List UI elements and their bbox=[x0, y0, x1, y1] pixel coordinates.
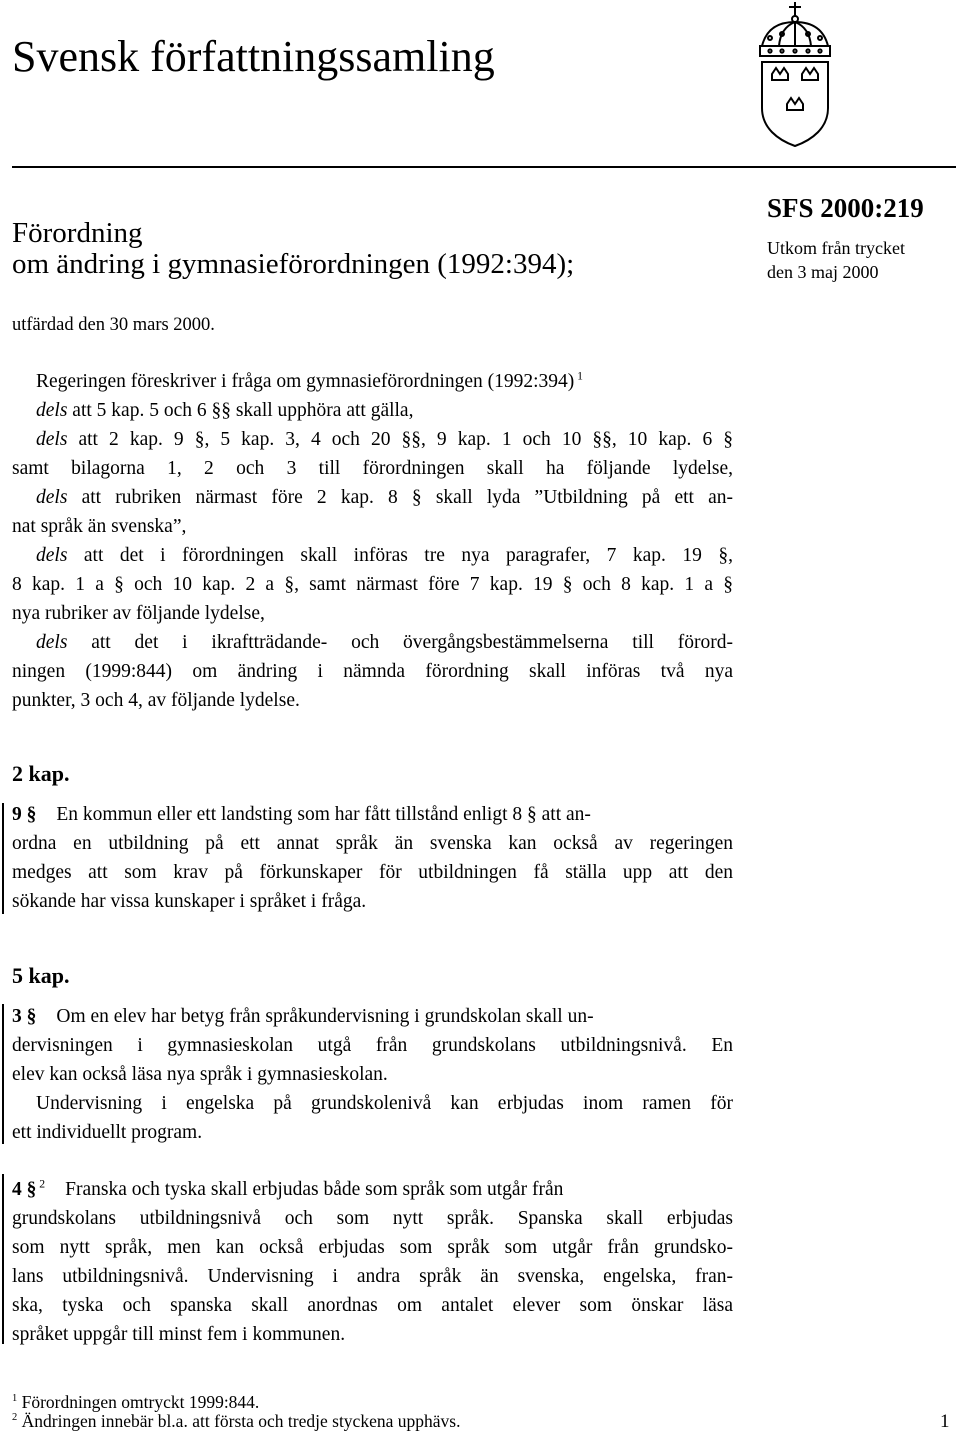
preamble-line: samt bilagorna 1, 2 och 3 till förordningen skall ha följande lydelse, bbox=[12, 458, 733, 479]
preamble-line: dels att rubriken närmast före 2 kap. 8 § skall lyda ”Utbildning på ett an- bbox=[36, 487, 733, 508]
dels-keyword: dels bbox=[36, 632, 68, 653]
document-title-line-1: Förordning bbox=[12, 217, 143, 249]
section-first-line-text: Franska och tyska skall erbjudas både som språk som utgår från bbox=[65, 1179, 564, 1200]
section-line bbox=[12, 1002, 733, 1031]
section-line: Undervisning i engelska på grundskolenivå kan erbjudas inom ramen för bbox=[36, 1093, 733, 1114]
publication-info bbox=[767, 236, 905, 284]
publication-line-1: Utkom från trycket bbox=[767, 238, 905, 258]
section-line: dervisningen i gymnasieskolan utgå från grundskolans utbildningsnivå. En bbox=[12, 1035, 733, 1056]
section-5kap-4 bbox=[12, 1175, 733, 1349]
section-number: 4 § bbox=[12, 1179, 37, 1200]
footnote-mark: 1 bbox=[12, 1393, 18, 1405]
section-first-line-text: En kommun eller ett landsting som har fått tillstånd enligt 8 § att an- bbox=[56, 804, 591, 825]
preamble-line: ningen (1999:844) om ändring i nämnda förordning skall införas två nya bbox=[12, 661, 733, 682]
preamble-line: 8 kap. 1 a § och 10 kap. 2 a §, samt närmast före 7 kap. 19 § och 8 kap. 1 a § bbox=[12, 574, 733, 595]
dels-keyword: dels bbox=[36, 487, 68, 508]
section-line: grundskolans utbildningsnivå och som nytt språk. Spanska skall erbjudas bbox=[12, 1208, 733, 1229]
preamble-line: dels att det i ikraftträdande- och övergångsbestämmelserna till förord- bbox=[36, 632, 733, 653]
section-line: medges att som krav på förkunskaper för utbildningen få ställa upp att den bbox=[12, 862, 733, 883]
section-line: lans utbildningsnivå. Undervisning i andra språk än svenska, engelska, fran- bbox=[12, 1266, 733, 1287]
footnote-text: Ändringen innebär bl.a. att första och tredje styckena upphävs. bbox=[21, 1411, 461, 1431]
publication-line-2: den 3 maj 2000 bbox=[767, 262, 879, 282]
section-line: som nytt språk, men kan också erbjudas som språk som utgår från grundsko- bbox=[12, 1237, 733, 1258]
dels-keyword: dels bbox=[36, 400, 68, 421]
preamble-line: punkter, 3 och 4, av följande lydelse. bbox=[12, 690, 300, 711]
section-5kap-3 bbox=[12, 1002, 733, 1147]
footnote-text: Förordningen omtryckt 1999:844. bbox=[21, 1392, 260, 1412]
section-line bbox=[12, 800, 733, 829]
document-title-line-2: om ändring i gymnasieförordningen (1992:394); bbox=[12, 248, 575, 280]
swedish-royal-crest-icon bbox=[752, 0, 838, 150]
dels-keyword: dels bbox=[36, 429, 68, 450]
section-2kap-9 bbox=[12, 800, 733, 916]
series-title: Svensk författningssamling bbox=[12, 32, 495, 81]
footnote-ref: 2 bbox=[36, 1177, 46, 1191]
section-number: 9 § bbox=[12, 804, 37, 825]
preamble-line: Regeringen föreskriver i fråga om gymnasieförordningen (1992:394) $^1$ bbox=[36, 369, 584, 392]
preamble-line: nya rubriker av följande lydelse, bbox=[12, 603, 265, 624]
preamble-line: dels att det i förordningen skall införas tre nya paragrafer, 7 kap. 19 §, bbox=[36, 545, 733, 566]
preamble-line: dels att 5 kap. 5 och 6 §§ skall upphöra att gälla, bbox=[36, 400, 414, 421]
section-number: 3 § bbox=[12, 1006, 37, 1027]
section-line: ordna en utbildning på ett annat språk än svenska kan också av regeringen bbox=[12, 833, 733, 854]
change-bar bbox=[2, 803, 4, 914]
issued-date: utfärdad den 30 mars 2000. bbox=[12, 315, 215, 335]
section-first-line-text: Om en elev har betyg från språkundervisning i grundskolan skall un- bbox=[56, 1006, 594, 1027]
footnote-2 bbox=[12, 1410, 460, 1432]
preamble-line: dels att 2 kap. 9 §, 5 kap. 3, 4 och 20 §§, 9 kap. 1 och 10 §§, 10 kap. 6 § bbox=[36, 429, 733, 450]
preamble bbox=[12, 367, 733, 715]
section-line: ett individuellt program. bbox=[12, 1122, 203, 1143]
document-title bbox=[12, 218, 574, 280]
header-rule bbox=[12, 166, 956, 168]
section-line: sökande har vissa kunskaper i språket i fråga. bbox=[12, 891, 367, 912]
dels-keyword: dels bbox=[36, 545, 68, 566]
sfs-number: SFS 2000:219 bbox=[767, 193, 924, 223]
change-bar bbox=[2, 1004, 4, 1144]
chapter-heading: 2 kap. bbox=[12, 761, 70, 786]
footnote-mark: 2 bbox=[12, 1412, 18, 1424]
section-line: elev kan också läsa nya språk i gymnasieskolan. bbox=[12, 1064, 388, 1085]
page-number: 1 bbox=[940, 1411, 950, 1432]
chapter-heading: 5 kap. bbox=[12, 963, 70, 988]
preamble-line: nat språk än svenska”, bbox=[12, 516, 187, 537]
section-line: ska, tyska och spanska skall anordnas om antalet elever som önskar läsa bbox=[12, 1295, 733, 1316]
footnote-ref: 1 bbox=[574, 369, 584, 383]
change-bar bbox=[2, 1174, 4, 1344]
section-line bbox=[12, 1175, 733, 1204]
section-line: språket uppgår till minst fem i kommunen. bbox=[12, 1324, 346, 1345]
